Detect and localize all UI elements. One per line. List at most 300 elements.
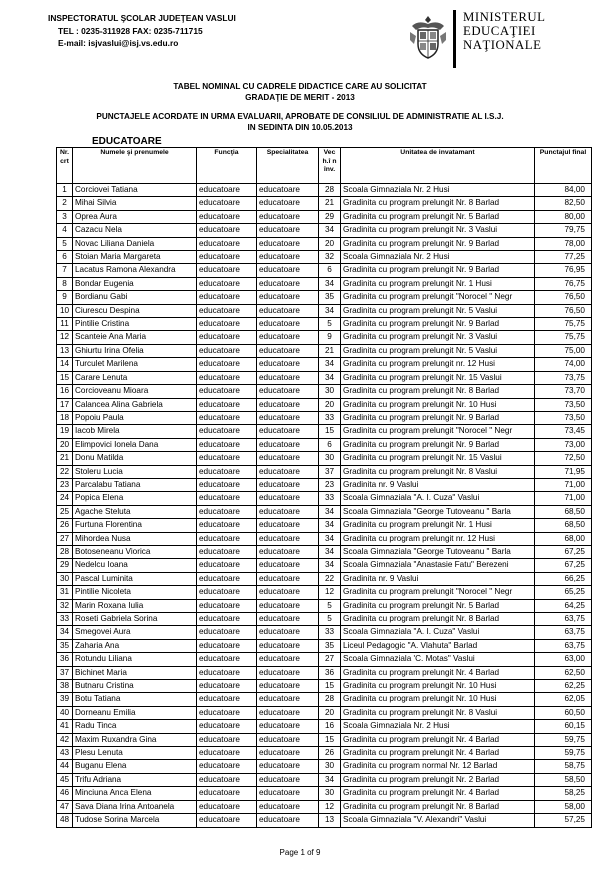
subtitle-line-2: IN SEDINTA DIN 10.05.2013 <box>247 123 353 132</box>
cell-seniority: 26 <box>319 747 341 760</box>
cell-seniority: 20 <box>319 398 341 411</box>
col-header-seniority: Vech.î n înv. <box>319 148 341 184</box>
table-row <box>57 465 592 478</box>
cell-seniority: 15 <box>319 733 341 746</box>
cell-nr: 36 <box>57 653 73 666</box>
cell-nr: 8 <box>57 277 73 290</box>
cell-school: Gradinita cu program prelungit Nr. 8 Barlad <box>341 800 535 813</box>
cell-nr: 14 <box>57 358 73 371</box>
cell-school: Gradinita cu program prelungit Nr. 3 Vaslui <box>341 331 535 344</box>
cell-function: educatoare <box>197 425 257 438</box>
cell-nr: 43 <box>57 747 73 760</box>
cell-score: 68,50 <box>535 519 592 532</box>
cell-score: 73,50 <box>535 398 592 411</box>
cell-name: Turculet Marilena <box>73 358 197 371</box>
cell-name: Corciovei Tatiana <box>73 184 197 197</box>
cell-nr: 19 <box>57 425 73 438</box>
cell-specialty: educatoare <box>257 264 319 277</box>
cell-specialty: educatoare <box>257 680 319 693</box>
cell-school: Gradinita cu program prelungit Nr. 8 Barlad <box>341 613 535 626</box>
cell-school: Gradinita cu program prelungit "Norocel " Negr <box>341 586 535 599</box>
table-row <box>57 438 592 451</box>
cell-function: educatoare <box>197 814 257 827</box>
cell-seniority: 34 <box>319 304 341 317</box>
cell-nr: 29 <box>57 559 73 572</box>
cell-score: 74,00 <box>535 358 592 371</box>
cell-school: Gradinita cu program prelungit Nr. 2 Barlad <box>341 773 535 786</box>
cell-seniority: 27 <box>319 653 341 666</box>
table-row <box>57 197 592 210</box>
cell-score: 80,00 <box>535 210 592 223</box>
table-row <box>57 492 592 505</box>
cell-score: 67,25 <box>535 559 592 572</box>
cell-name: Butnaru Cristina <box>73 680 197 693</box>
cell-specialty: educatoare <box>257 706 319 719</box>
cell-function: educatoare <box>197 586 257 599</box>
cell-score: 63,75 <box>535 639 592 652</box>
cell-school: Gradinita cu program prelungit Nr. 15 Vaslui <box>341 452 535 465</box>
cell-name: Mihordea Nusa <box>73 532 197 545</box>
cell-function: educatoare <box>197 747 257 760</box>
cell-seniority: 5 <box>319 613 341 626</box>
col-header-school: Unitatea de invatamant <box>341 148 535 184</box>
cell-specialty: educatoare <box>257 760 319 773</box>
cell-nr: 38 <box>57 680 73 693</box>
cell-seniority: 35 <box>319 639 341 652</box>
cell-function: educatoare <box>197 277 257 290</box>
cell-score: 62,25 <box>535 680 592 693</box>
cell-school: Gradinita cu program prelungit Nr. 9 Barlad <box>341 237 535 250</box>
cell-specialty: educatoare <box>257 197 319 210</box>
cell-function: educatoare <box>197 197 257 210</box>
cell-score: 60,15 <box>535 720 592 733</box>
cell-specialty: educatoare <box>257 478 319 491</box>
cell-specialty: educatoare <box>257 800 319 813</box>
cell-nr: 42 <box>57 733 73 746</box>
cell-school: Scoala Gimnaziala Nr. 2 Husi <box>341 720 535 733</box>
cell-school: Gradinita nr. 9 Vaslui <box>341 478 535 491</box>
cell-seniority: 34 <box>319 224 341 237</box>
cell-specialty: educatoare <box>257 747 319 760</box>
cell-specialty: educatoare <box>257 505 319 518</box>
cell-score: 76,50 <box>535 304 592 317</box>
cell-specialty: educatoare <box>257 237 319 250</box>
cell-seniority: 34 <box>319 773 341 786</box>
cell-nr: 21 <box>57 452 73 465</box>
ministry-name <box>463 10 546 53</box>
cell-name: Zaharia Ana <box>73 639 197 652</box>
cell-score: 63,75 <box>535 626 592 639</box>
cell-function: educatoare <box>197 613 257 626</box>
cell-specialty: educatoare <box>257 371 319 384</box>
cell-score: 75,75 <box>535 318 592 331</box>
cell-seniority: 5 <box>319 318 341 331</box>
cell-nr: 35 <box>57 639 73 652</box>
cell-score: 59,75 <box>535 747 592 760</box>
cell-specialty: educatoare <box>257 572 319 585</box>
table-row <box>57 545 592 558</box>
cell-nr: 15 <box>57 371 73 384</box>
institution-name: INSPECTORATUL ŞCOLAR JUDEŢEAN VASLUI <box>48 13 236 23</box>
cell-seniority: 34 <box>319 545 341 558</box>
cell-score: 68,50 <box>535 505 592 518</box>
cell-function: educatoare <box>197 385 257 398</box>
table-row <box>57 519 592 532</box>
cell-function: educatoare <box>197 666 257 679</box>
cell-seniority: 15 <box>319 425 341 438</box>
email: E-mail: isjvaslui@isj.vs.edu.ro <box>58 38 179 48</box>
cell-score: 75,00 <box>535 344 592 357</box>
cell-nr: 27 <box>57 532 73 545</box>
cell-name: Elimpovici Ionela Dana <box>73 438 197 451</box>
cell-function: educatoare <box>197 720 257 733</box>
cell-function: educatoare <box>197 787 257 800</box>
cell-score: 76,95 <box>535 264 592 277</box>
cell-name: Parcalabu Tatiana <box>73 478 197 491</box>
cell-function: educatoare <box>197 519 257 532</box>
cell-function: educatoare <box>197 465 257 478</box>
cell-function: educatoare <box>197 478 257 491</box>
cell-score: 58,75 <box>535 760 592 773</box>
cell-function: educatoare <box>197 639 257 652</box>
cell-nr: 10 <box>57 304 73 317</box>
cell-nr: 22 <box>57 465 73 478</box>
cell-school: Scoala Gimnaziala Nr. 2 Husi <box>341 184 535 197</box>
cell-name: Trifu Adriana <box>73 773 197 786</box>
cell-seniority: 6 <box>319 264 341 277</box>
cell-seniority: 13 <box>319 814 341 827</box>
cell-score: 78,00 <box>535 237 592 250</box>
cell-nr: 17 <box>57 398 73 411</box>
table-row <box>57 733 592 746</box>
table-row <box>57 693 592 706</box>
cell-score: 76,75 <box>535 277 592 290</box>
cell-name: Nedelcu Ioana <box>73 559 197 572</box>
cell-specialty: educatoare <box>257 666 319 679</box>
cell-specialty: educatoare <box>257 653 319 666</box>
cell-name: Roseti Gabriela Sorina <box>73 613 197 626</box>
cell-seniority: 29 <box>319 210 341 223</box>
cell-specialty: educatoare <box>257 184 319 197</box>
cell-score: 84,00 <box>535 184 592 197</box>
table-row <box>57 318 592 331</box>
cell-function: educatoare <box>197 184 257 197</box>
cell-school: Gradinita cu program prelungit Nr. 4 Barlad <box>341 666 535 679</box>
cell-name: Cazacu Nela <box>73 224 197 237</box>
cell-specialty: educatoare <box>257 277 319 290</box>
cell-specialty: educatoare <box>257 532 319 545</box>
document-subtitle <box>0 111 600 133</box>
table-row <box>57 358 592 371</box>
cell-nr: 40 <box>57 706 73 719</box>
cell-specialty: educatoare <box>257 251 319 264</box>
cell-specialty: educatoare <box>257 210 319 223</box>
cell-function: educatoare <box>197 653 257 666</box>
cell-specialty: educatoare <box>257 814 319 827</box>
cell-name: Bordianu Gabi <box>73 291 197 304</box>
cell-specialty: educatoare <box>257 452 319 465</box>
cell-school: Gradinita nr. 9 Vaslui <box>341 572 535 585</box>
cell-seniority: 34 <box>319 505 341 518</box>
cell-seniority: 16 <box>319 720 341 733</box>
cell-nr: 3 <box>57 210 73 223</box>
title-line-2: GRADAŢIE DE MERIT - 2013 <box>245 93 355 102</box>
table-row <box>57 720 592 733</box>
cell-name: Dorneanu Emilia <box>73 706 197 719</box>
cell-school: Gradinita cu program prelungit Nr. 5 Vaslui <box>341 344 535 357</box>
col-header-nr: Nr. crt <box>57 148 73 184</box>
cell-name: Lacatus Ramona Alexandra <box>73 264 197 277</box>
cell-nr: 41 <box>57 720 73 733</box>
cell-nr: 45 <box>57 773 73 786</box>
cell-school: Gradinita cu program prelungit Nr. 4 Barlad <box>341 747 535 760</box>
col-header-score: Punctajul final <box>535 148 592 184</box>
cell-nr: 25 <box>57 505 73 518</box>
cell-specialty: educatoare <box>257 291 319 304</box>
cell-function: educatoare <box>197 210 257 223</box>
table-row <box>57 532 592 545</box>
cell-school: Gradinita cu program prelungit Nr. 8 Vaslui <box>341 706 535 719</box>
cell-function: educatoare <box>197 532 257 545</box>
table-row <box>57 773 592 786</box>
cell-name: Oprea Aura <box>73 210 197 223</box>
table-row <box>57 264 592 277</box>
table-row <box>57 787 592 800</box>
cell-nr: 26 <box>57 519 73 532</box>
cell-nr: 33 <box>57 613 73 626</box>
cell-name: Mihai Silvia <box>73 197 197 210</box>
cell-seniority: 33 <box>319 411 341 424</box>
cell-function: educatoare <box>197 318 257 331</box>
cell-score: 71,95 <box>535 465 592 478</box>
cell-nr: 48 <box>57 814 73 827</box>
cell-nr: 24 <box>57 492 73 505</box>
cell-school: Gradinita cu program prelungit Nr. 9 Barlad <box>341 264 535 277</box>
cell-seniority: 21 <box>319 344 341 357</box>
cell-specialty: educatoare <box>257 773 319 786</box>
cell-name: Rotundu Liliana <box>73 653 197 666</box>
cell-specialty: educatoare <box>257 411 319 424</box>
cell-name: Botu Tatiana <box>73 693 197 706</box>
cell-name: Ghiurtu Irina Ofelia <box>73 344 197 357</box>
cell-name: Smegovei Aura <box>73 626 197 639</box>
cell-specialty: educatoare <box>257 224 319 237</box>
coat-of-arms-icon <box>408 14 448 60</box>
cell-specialty: educatoare <box>257 331 319 344</box>
cell-name: Maxim Ruxandra Gina <box>73 733 197 746</box>
cell-nr: 34 <box>57 626 73 639</box>
cell-specialty: educatoare <box>257 613 319 626</box>
cell-score: 73,70 <box>535 385 592 398</box>
cell-name: Marin Roxana Iulia <box>73 599 197 612</box>
cell-function: educatoare <box>197 344 257 357</box>
cell-score: 73,00 <box>535 438 592 451</box>
cell-seniority: 23 <box>319 478 341 491</box>
cell-specialty: educatoare <box>257 438 319 451</box>
cell-nr: 47 <box>57 800 73 813</box>
cell-name: Bichinet Maria <box>73 666 197 679</box>
cell-score: 82,50 <box>535 197 592 210</box>
cell-name: Pintilie Cristina <box>73 318 197 331</box>
cell-score: 79,75 <box>535 224 592 237</box>
cell-seniority: 20 <box>319 237 341 250</box>
cell-name: Radu Tinca <box>73 720 197 733</box>
table-row <box>57 291 592 304</box>
cell-specialty: educatoare <box>257 787 319 800</box>
cell-school: Liceul Pedagogic "A. Vlahuta" Barlad <box>341 639 535 652</box>
cell-name: Pintilie Nicoleta <box>73 586 197 599</box>
cell-seniority: 34 <box>319 519 341 532</box>
cell-name: Tudose Sorina Marcela <box>73 814 197 827</box>
table-row <box>57 505 592 518</box>
cell-school: Scoala Gimnaziala "George Tutoveanu " Barla <box>341 545 535 558</box>
cell-seniority: 15 <box>319 680 341 693</box>
cell-nr: 44 <box>57 760 73 773</box>
cell-school: Gradinita cu program prelungit Nr. 9 Barlad <box>341 438 535 451</box>
cell-school: Gradinita cu program prelungit nr. 12 Husi <box>341 532 535 545</box>
cell-score: 76,50 <box>535 291 592 304</box>
cell-school: Gradinita cu program prelungit Nr. 15 Vaslui <box>341 371 535 384</box>
cell-seniority: 33 <box>319 492 341 505</box>
table-row <box>57 613 592 626</box>
table-row <box>57 398 592 411</box>
cell-school: Gradinita cu program prelungit Nr. 3 Vaslui <box>341 224 535 237</box>
table-row <box>57 210 592 223</box>
cell-nr: 16 <box>57 385 73 398</box>
phone-fax: TEL : 0235-311928 FAX: 0235-711715 <box>58 25 203 36</box>
cell-seniority: 12 <box>319 800 341 813</box>
table-row <box>57 411 592 424</box>
cell-nr: 5 <box>57 237 73 250</box>
cell-function: educatoare <box>197 304 257 317</box>
table-row <box>57 599 592 612</box>
table-row <box>57 680 592 693</box>
cell-school: Gradinita cu program prelungit "Norocel " Negr <box>341 291 535 304</box>
cell-school: Scoala Gimnaziala 'C. Motas" Vaslui <box>341 653 535 666</box>
cell-nr: 39 <box>57 693 73 706</box>
table-row <box>57 237 592 250</box>
table-row <box>57 800 592 813</box>
cell-name: Plesu Lenuta <box>73 747 197 760</box>
table-row <box>57 572 592 585</box>
cell-function: educatoare <box>197 626 257 639</box>
cell-nr: 2 <box>57 197 73 210</box>
cell-specialty: educatoare <box>257 385 319 398</box>
cell-name: Stoleru Lucia <box>73 465 197 478</box>
cell-school: Gradinita cu program prelungit Nr. 5 Vaslui <box>341 304 535 317</box>
cell-function: educatoare <box>197 559 257 572</box>
cell-nr: 46 <box>57 787 73 800</box>
cell-school: Scoala Gimnaziala "George Tutoveanu " Barla <box>341 505 535 518</box>
cell-nr: 12 <box>57 331 73 344</box>
table-row <box>57 344 592 357</box>
cell-nr: 28 <box>57 545 73 558</box>
cell-score: 62,05 <box>535 693 592 706</box>
cell-function: educatoare <box>197 505 257 518</box>
cell-score: 62,50 <box>535 666 592 679</box>
cell-seniority: 12 <box>319 586 341 599</box>
cell-school: Gradinita cu program prelungit Nr. 4 Barlad <box>341 733 535 746</box>
cell-nr: 6 <box>57 251 73 264</box>
cell-function: educatoare <box>197 358 257 371</box>
cell-function: educatoare <box>197 599 257 612</box>
cell-seniority: 30 <box>319 787 341 800</box>
cell-school: Scoala Gimnaziala "A. I. Cuza" Vaslui <box>341 492 535 505</box>
table-body <box>57 184 592 828</box>
ministry-line-2: EDUCAŢIEI <box>463 24 536 39</box>
cell-score: 60,50 <box>535 706 592 719</box>
cell-function: educatoare <box>197 371 257 384</box>
cell-school: Gradinita cu program prelungit nr. 12 Husi <box>341 358 535 371</box>
cell-nr: 18 <box>57 411 73 424</box>
cell-seniority: 33 <box>319 626 341 639</box>
cell-specialty: educatoare <box>257 559 319 572</box>
cell-name: Scanteie Ana Maria <box>73 331 197 344</box>
cell-seniority: 9 <box>319 331 341 344</box>
cell-score: 73,45 <box>535 425 592 438</box>
cell-score: 58,50 <box>535 773 592 786</box>
cell-seniority: 28 <box>319 184 341 197</box>
cell-name: Sava Diana Irina Antoanela <box>73 800 197 813</box>
cell-seniority: 28 <box>319 693 341 706</box>
table-row <box>57 559 592 572</box>
cell-score: 68,00 <box>535 532 592 545</box>
cell-seniority: 30 <box>319 760 341 773</box>
cell-nr: 4 <box>57 224 73 237</box>
cell-function: educatoare <box>197 733 257 746</box>
cell-nr: 30 <box>57 572 73 585</box>
table-row <box>57 251 592 264</box>
table-row <box>57 385 592 398</box>
cell-seniority: 34 <box>319 559 341 572</box>
cell-score: 63,75 <box>535 613 592 626</box>
cell-score: 65,25 <box>535 586 592 599</box>
cell-seniority: 34 <box>319 277 341 290</box>
document-title <box>0 81 600 103</box>
cell-function: educatoare <box>197 572 257 585</box>
letterhead-divider <box>453 10 456 68</box>
cell-score: 58,00 <box>535 800 592 813</box>
col-header-function: Funcţia <box>197 148 257 184</box>
cell-name: Popica Elena <box>73 492 197 505</box>
cell-function: educatoare <box>197 680 257 693</box>
cell-name: Iacob Mirela <box>73 425 197 438</box>
cell-school: Scoala Gimnaziala "Anastasie Fatu" Berezeni <box>341 559 535 572</box>
cell-function: educatoare <box>197 291 257 304</box>
cell-name: Bondar Eugenia <box>73 277 197 290</box>
col-header-name: Numele şi prenumele <box>73 148 197 184</box>
cell-school: Gradinita cu program prelungit Nr. 1 Husi <box>341 519 535 532</box>
cell-specialty: educatoare <box>257 545 319 558</box>
cell-specialty: educatoare <box>257 465 319 478</box>
cell-nr: 13 <box>57 344 73 357</box>
cell-school: Scoala Gimnaziala Nr. 2 Husi <box>341 251 535 264</box>
cell-school: Gradinita cu program prelungit Nr. 8 Barlad <box>341 385 535 398</box>
cell-function: educatoare <box>197 800 257 813</box>
cell-nr: 20 <box>57 438 73 451</box>
cell-nr: 23 <box>57 478 73 491</box>
cell-name: Calancea Alina Gabriela <box>73 398 197 411</box>
cell-score: 59,75 <box>535 733 592 746</box>
cell-nr: 31 <box>57 586 73 599</box>
cell-school: Gradinita cu program prelungit Nr. 8 Barlad <box>341 197 535 210</box>
cell-function: educatoare <box>197 237 257 250</box>
cell-function: educatoare <box>197 224 257 237</box>
cell-seniority: 35 <box>319 291 341 304</box>
letterhead <box>48 12 236 50</box>
teachers-table <box>56 147 592 828</box>
cell-score: 58,25 <box>535 787 592 800</box>
